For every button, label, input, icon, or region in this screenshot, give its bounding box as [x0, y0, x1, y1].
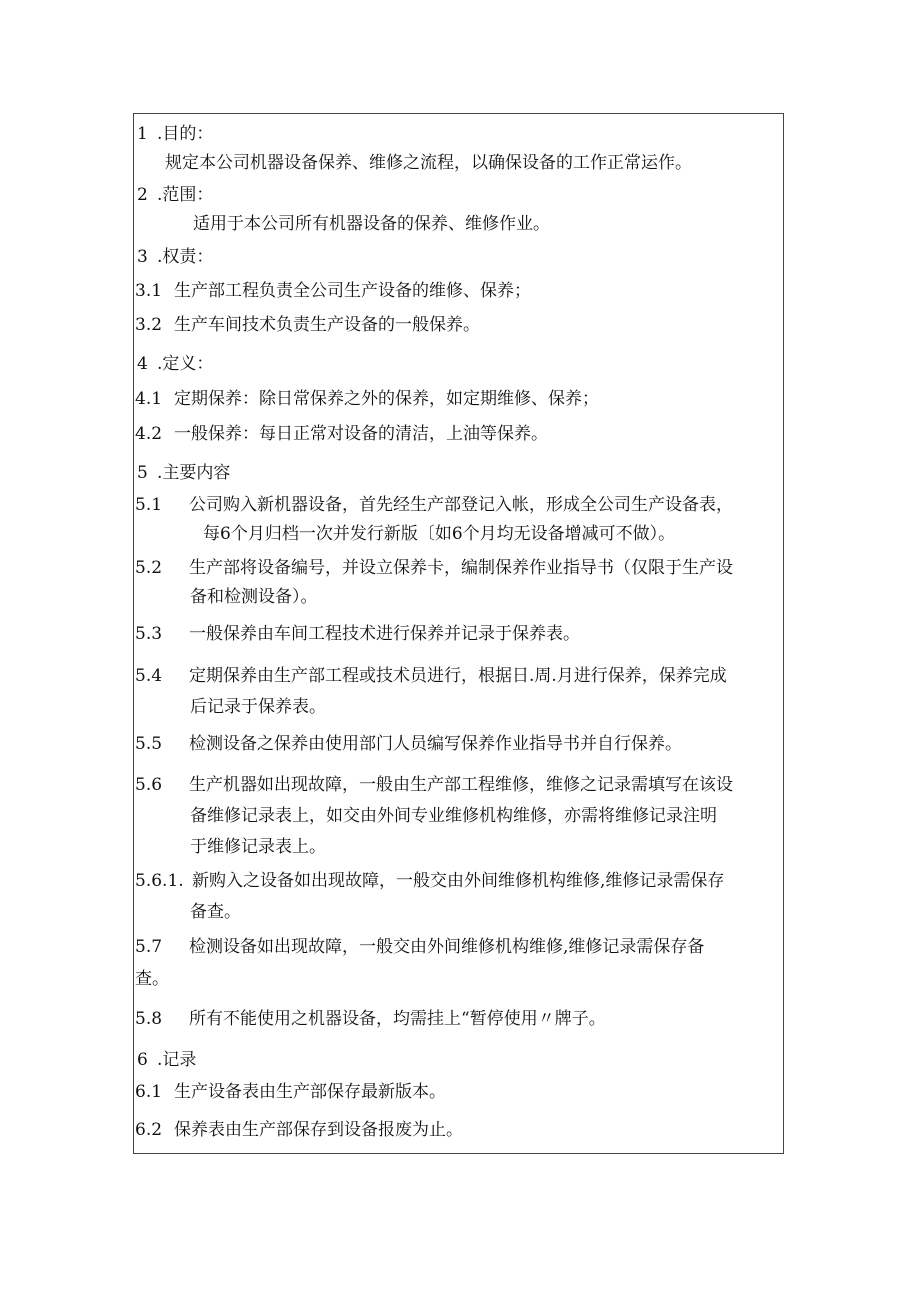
item-5-4-number: 5.4	[135, 666, 163, 686]
item-5-7-line-2: 查。	[135, 969, 169, 989]
section-3-heading: .权责：	[157, 247, 214, 267]
item-6-2-text: 保养表由生产部保存到设备报废为止。	[174, 1120, 463, 1140]
item-4-2-text: 一般保养：每日正常对设备的清洁，上油等保养。	[174, 424, 548, 444]
section-2-body: 适用于本公司所有机器设备的保养、维修作业。	[193, 214, 550, 234]
item-6-2-number: 6.2	[135, 1120, 163, 1140]
section-2-heading: .范围：	[157, 185, 214, 205]
section-1-heading: .目的：	[157, 124, 214, 144]
section-5-heading: .主要内容	[157, 463, 231, 483]
item-6-1-text: 生产设备表由生产部保存最新版本。	[174, 1082, 446, 1102]
item-5-6-1-line-2: 备查。	[190, 902, 241, 922]
item-5-6-line-1: 生产机器如出现故障，一般由生产部工程维修，维修之记录需填写在该设	[189, 775, 733, 795]
item-5-5-number: 5.5	[135, 734, 163, 754]
section-1-number: 1	[137, 124, 148, 144]
item-5-1-line-2: 每6个月归档一次并发行新版〔如6个月均无设备增减可不做）。	[203, 524, 676, 544]
section-5-number: 5	[137, 463, 148, 483]
item-3-1-text: 生产部工程负责全公司生产设备的维修、保养；	[174, 281, 531, 301]
item-5-6-number: 5.6	[135, 775, 163, 795]
item-5-6-line-2: 备维修记录表上，如交由外间专业维修机构维修，亦需将维修记录注明	[190, 806, 717, 826]
item-5-5-line-1: 检测设备之保养由使用部门人员编写保养作业指导书并自行保养。	[189, 734, 682, 754]
section-4-heading: .定义：	[157, 354, 214, 374]
section-6-number: 6	[137, 1050, 148, 1070]
section-1-body: 规定本公司机器设备保养、维修之流程，以确保设备的工作正常运作。	[165, 153, 692, 173]
item-5-3-line-1: 一般保养由车间工程技术进行保养并记录于保养表。	[189, 624, 580, 644]
section-3-number: 3	[137, 247, 148, 267]
item-4-1-number: 4.1	[135, 389, 163, 409]
item-5-6-1-line-1: 新购入之设备如出现故障，一般交由外间维修机构维修,维修记录需保存	[192, 871, 725, 891]
item-5-2-line-2: 备和检测设备）。	[190, 587, 318, 607]
section-2-number: 2	[137, 185, 148, 205]
item-5-2-number: 5.2	[135, 558, 163, 578]
item-5-4-line-2: 后记录于保养表。	[190, 697, 326, 717]
item-5-2-line-1: 生产部将设备编号，并设立保养卡，编制保养作业指导书（仅限于生产设	[189, 558, 733, 578]
item-5-8-number: 5.8	[135, 1009, 163, 1029]
section-6-heading: .记录	[157, 1050, 197, 1070]
item-5-6-line-3: 于维修记录表上。	[190, 837, 326, 857]
item-5-4-line-1: 定期保养由生产部工程或技术员进行，根据日.周.月进行保养，保养完成	[189, 666, 727, 686]
item-5-1-line-1: 公司购入新机器设备，首先经生产部登记入帐，形成全公司生产设备表，	[189, 495, 733, 515]
item-4-1-text: 定期保养：除日常保养之外的保养，如定期维修、保养；	[174, 389, 599, 409]
item-5-7-number: 5.7	[135, 937, 163, 957]
item-3-2-number: 3.2	[135, 315, 163, 335]
item-5-8-line-1: 所有不能使用之机器设备，均需挂上“暂停使用〃牌子。	[189, 1009, 606, 1029]
item-6-1-number: 6.1	[135, 1082, 163, 1102]
item-5-6-1-number: 5.6.1.	[135, 871, 184, 891]
item-5-1-number: 5.1	[135, 495, 163, 515]
section-4-number: 4	[137, 354, 148, 374]
item-5-3-number: 5.3	[135, 624, 163, 644]
item-4-2-number: 4.2	[135, 424, 163, 444]
item-3-1-number: 3.1	[135, 281, 163, 301]
item-3-2-text: 生产车间技术负责生产设备的一般保养。	[174, 315, 480, 335]
item-5-7-line-1: 检测设备如出现故障，一般交由外间维修机构维修,维修记录需保存备	[189, 937, 705, 957]
